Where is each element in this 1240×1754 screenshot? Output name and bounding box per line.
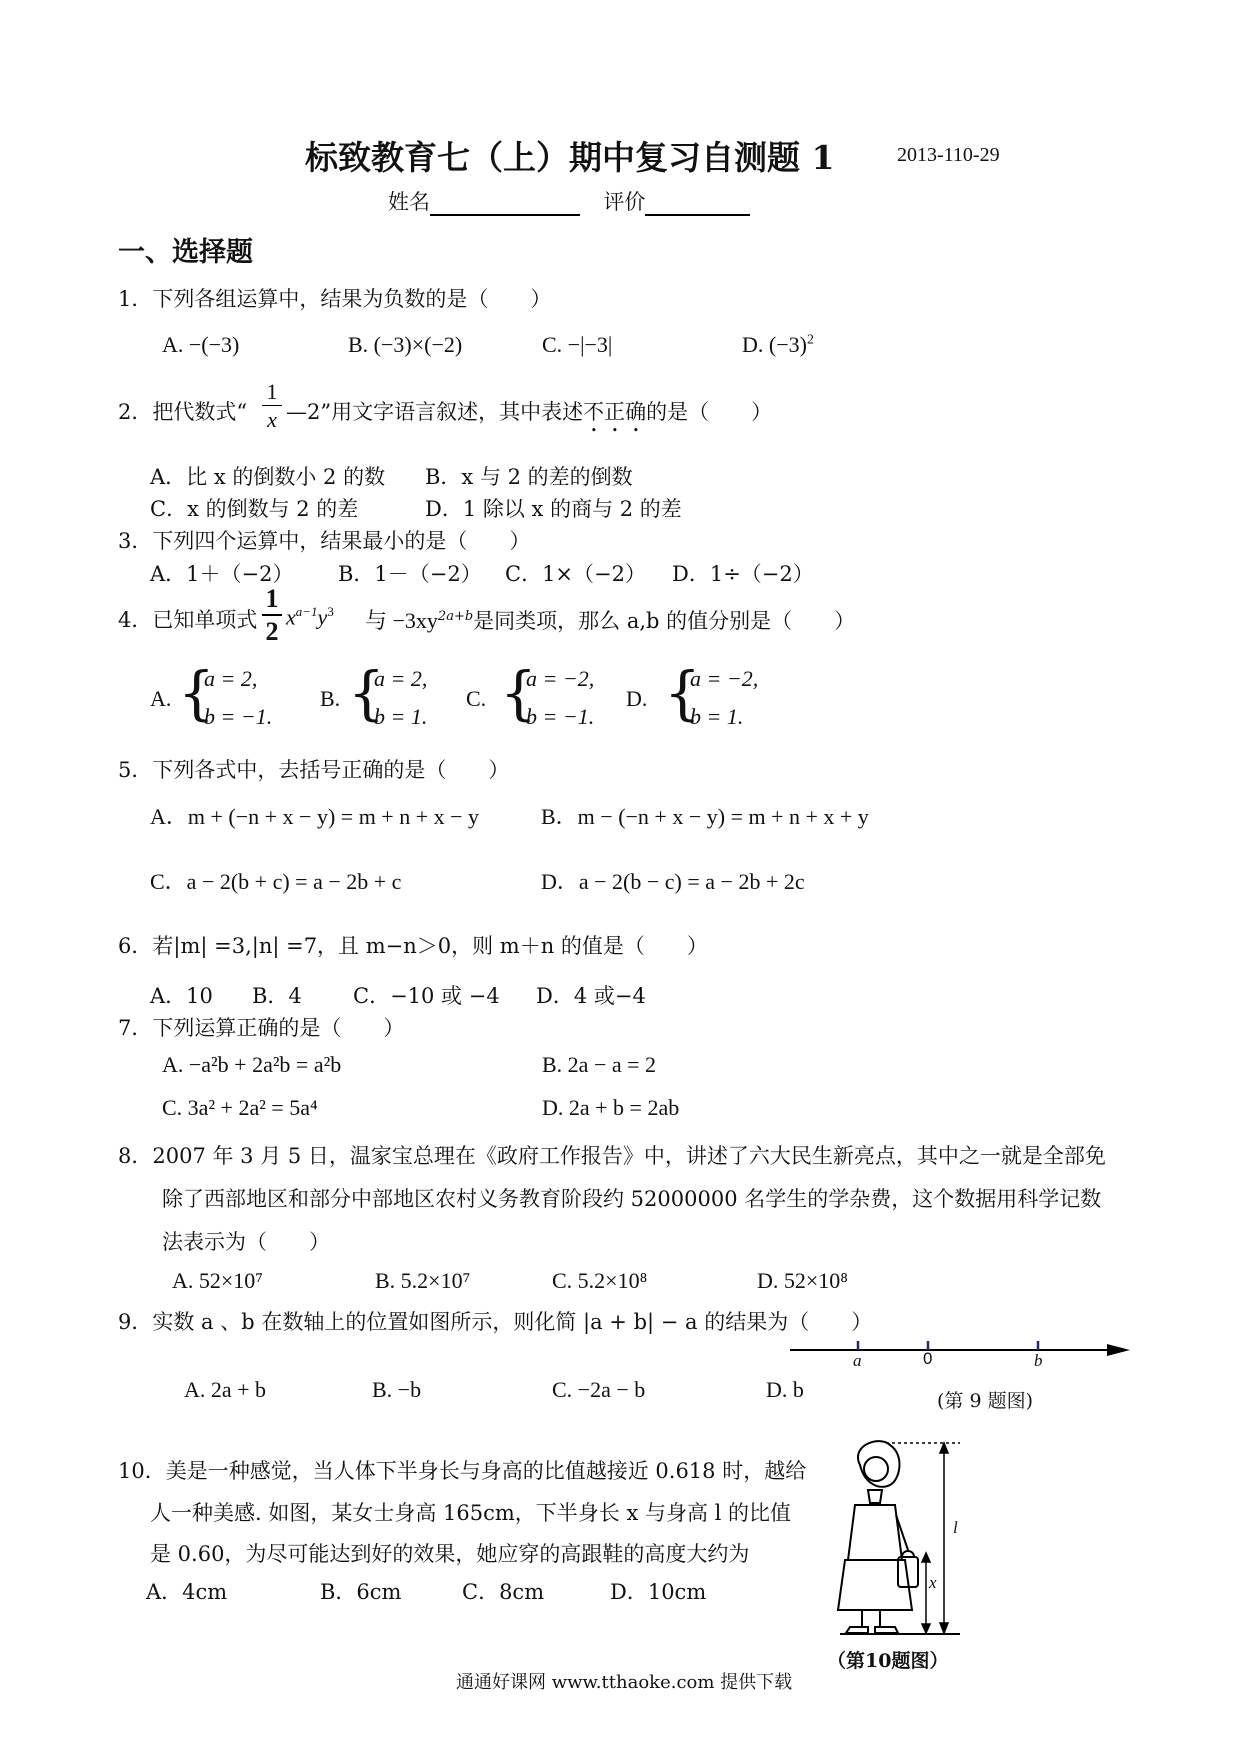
question-4: 4．已知单项式 xyxy=(118,608,258,632)
q7-option-c[interactable]: C. 3a² + 2a² = 5a⁴ xyxy=(162,1095,318,1120)
q6-option-a[interactable]: A．10 xyxy=(150,984,213,1008)
figure-9-caption: (第 9 题图) xyxy=(937,1390,1033,1412)
q3-option-b[interactable]: B．1－（−2） xyxy=(338,562,482,586)
question-8-line-1: 8．2007 年 3 月 5 日，温家宝总理在《政府工作报告》中，讲述了六大民生新亮点，其中之一就是全部免 xyxy=(118,1144,1106,1168)
q9-option-d[interactable]: D. b xyxy=(766,1377,804,1402)
q3-option-d[interactable]: D．1÷（−2） xyxy=(672,562,814,586)
name-blank[interactable] xyxy=(430,192,580,216)
torso-shape xyxy=(848,1505,902,1560)
q10-option-c[interactable]: C．8cm xyxy=(462,1580,545,1604)
q2-option-c[interactable]: C．x 的倒数与 2 的差 xyxy=(150,497,359,521)
question-9: 9．实数 a 、b 在数轴上的位置如图所示，则化简 |a + b| − a 的结果为（ ） xyxy=(118,1310,873,1334)
question-7: 7．下列运算正确的是（ ） xyxy=(118,1016,405,1040)
page-title: 标致教育七（上）期中复习自测题 1 xyxy=(305,138,835,177)
q3-option-c[interactable]: C．1×（−2） xyxy=(505,562,646,586)
figure-label-l: l xyxy=(953,1518,958,1537)
q10-option-b[interactable]: B．6cm xyxy=(320,1580,402,1604)
question-1: 1．下列各组运算中，结果为负数的是（ ） xyxy=(118,287,552,311)
q7-option-b[interactable]: B. 2a − a = 2 xyxy=(542,1052,657,1077)
q7-option-d[interactable]: D. 2a + b = 2ab xyxy=(542,1095,680,1120)
name-label: 姓名 xyxy=(388,190,430,214)
q8-option-c[interactable]: C. 5.2×10⁸ xyxy=(552,1268,648,1293)
q2-fraction: 1 x xyxy=(262,381,282,431)
q2-option-b[interactable]: B．x 与 2 的差的倒数 xyxy=(425,465,633,489)
right-shoe xyxy=(875,1627,898,1633)
q2-option-d[interactable]: D．1 除以 x 的商与 2 的差 xyxy=(425,497,682,521)
q4-monomial: $x^{a-1}y^3$ xyxy=(286,604,334,630)
q7-option-a[interactable]: A. −a²b + 2a²b = a²b xyxy=(162,1052,342,1077)
q8-option-d[interactable]: D. 52×10⁸ xyxy=(757,1268,848,1293)
face-shape xyxy=(864,1457,888,1481)
q1-option-a[interactable]: A. −(−3) xyxy=(162,332,240,357)
question-10-line-1: 10．美是一种感觉，当人体下半身长与身高的比值越接近 0.618 时，越给 xyxy=(118,1459,807,1483)
q9-option-a[interactable]: A. 2a + b xyxy=(184,1377,267,1402)
q10-option-a[interactable]: A．4cm xyxy=(146,1580,228,1604)
q6-option-c[interactable]: C．−10 或 −4 xyxy=(353,984,500,1008)
left-shoe xyxy=(846,1627,868,1633)
figure-10-caption: （第10题图） xyxy=(827,1650,949,1672)
q9-option-c[interactable]: C. −2a − b xyxy=(552,1377,646,1402)
q8-option-b[interactable]: B. 5.2×10⁷ xyxy=(375,1268,471,1293)
question-3: 3．下列四个运算中，结果最小的是（ ） xyxy=(118,529,531,553)
q8-option-a[interactable]: A. 52×10⁷ xyxy=(172,1268,263,1293)
q5-option-a[interactable]: A．m + (−n + x − y) = m + n + x − y xyxy=(150,804,480,829)
q9-option-b[interactable]: B. −b xyxy=(372,1377,422,1402)
q4-fraction: 1 2 xyxy=(262,586,282,645)
axis-label-a: a xyxy=(853,1351,862,1370)
section-title: 一、选择题 xyxy=(118,237,253,268)
woman-height-figure xyxy=(820,1435,970,1645)
arrow-icon xyxy=(1107,1344,1130,1356)
q3-option-a[interactable]: A．1＋（−2） xyxy=(150,562,294,586)
collar-shape xyxy=(868,1490,882,1503)
q1-option-d[interactable]: D. $(-3)^2$ xyxy=(742,332,814,357)
question-10-line-3: 是 0.60，为尽可能达到好的效果，她应穿的高跟鞋的高度大约为 xyxy=(150,1542,750,1566)
eval-label: 评价 xyxy=(603,190,646,214)
figure-label-x: x xyxy=(929,1573,937,1592)
q6-option-d[interactable]: D．4 或−4 xyxy=(536,984,646,1008)
q1-option-c[interactable]: C. −|−3| xyxy=(542,332,613,357)
q5-option-d[interactable]: D．a − 2(b − c) = a − 2b + 2c xyxy=(541,869,805,894)
question-5: 5．下列各式中，去括号正确的是（ ） xyxy=(118,758,510,782)
axis-label-zero: 0 xyxy=(923,1349,933,1368)
q6-option-b[interactable]: B．4 xyxy=(252,984,302,1008)
number-line-figure xyxy=(785,1338,1135,1378)
question-8-line-2: 除了西部地区和部分中部地区农村义务教育阶段约 52000000 名学生的学杂费，这个数据用科学记数 xyxy=(162,1187,1102,1211)
question-2: 2．把代数式“ xyxy=(118,400,248,424)
eval-blank[interactable] xyxy=(645,192,750,216)
question-6: 6．若|m| =3,|n| =7，且 m−n＞0，则 m＋n 的值是（ ） xyxy=(118,934,708,958)
question-2-rest: —2”用文字语言叙述，其中表述不正确的是（ ） xyxy=(286,400,773,424)
q1-option-b[interactable]: B. (−3)×(−2) xyxy=(348,332,463,357)
question-8-line-3: 法表示为（ ） xyxy=(162,1230,330,1254)
q10-option-d[interactable]: D．10cm xyxy=(610,1580,707,1604)
q5-option-b[interactable]: B．m − (−n + x − y) = m + n + x + y xyxy=(541,804,869,829)
question-10-line-2: 人一种美感. 如图，某女士身高 165cm，下半身长 x 与身高 l 的比值 xyxy=(150,1501,792,1525)
q2-option-a[interactable]: A．比 x 的倒数小 2 的数 xyxy=(150,465,386,489)
q5-option-c[interactable]: C．a − 2(b + c) = a − 2b + c xyxy=(150,869,402,894)
q4-rest: 与 $-3xy^{2a+b}$是同类项，那么 a,b 的值分别是（ ） xyxy=(365,608,856,633)
footer-text: 通通好课网 www.tthaoke.com 提供下载 xyxy=(456,1672,793,1693)
skirt-shape xyxy=(838,1560,912,1610)
student-info-line xyxy=(388,186,750,216)
axis-label-b: b xyxy=(1034,1351,1043,1370)
date-label: 2013-110-29 xyxy=(897,144,1000,166)
